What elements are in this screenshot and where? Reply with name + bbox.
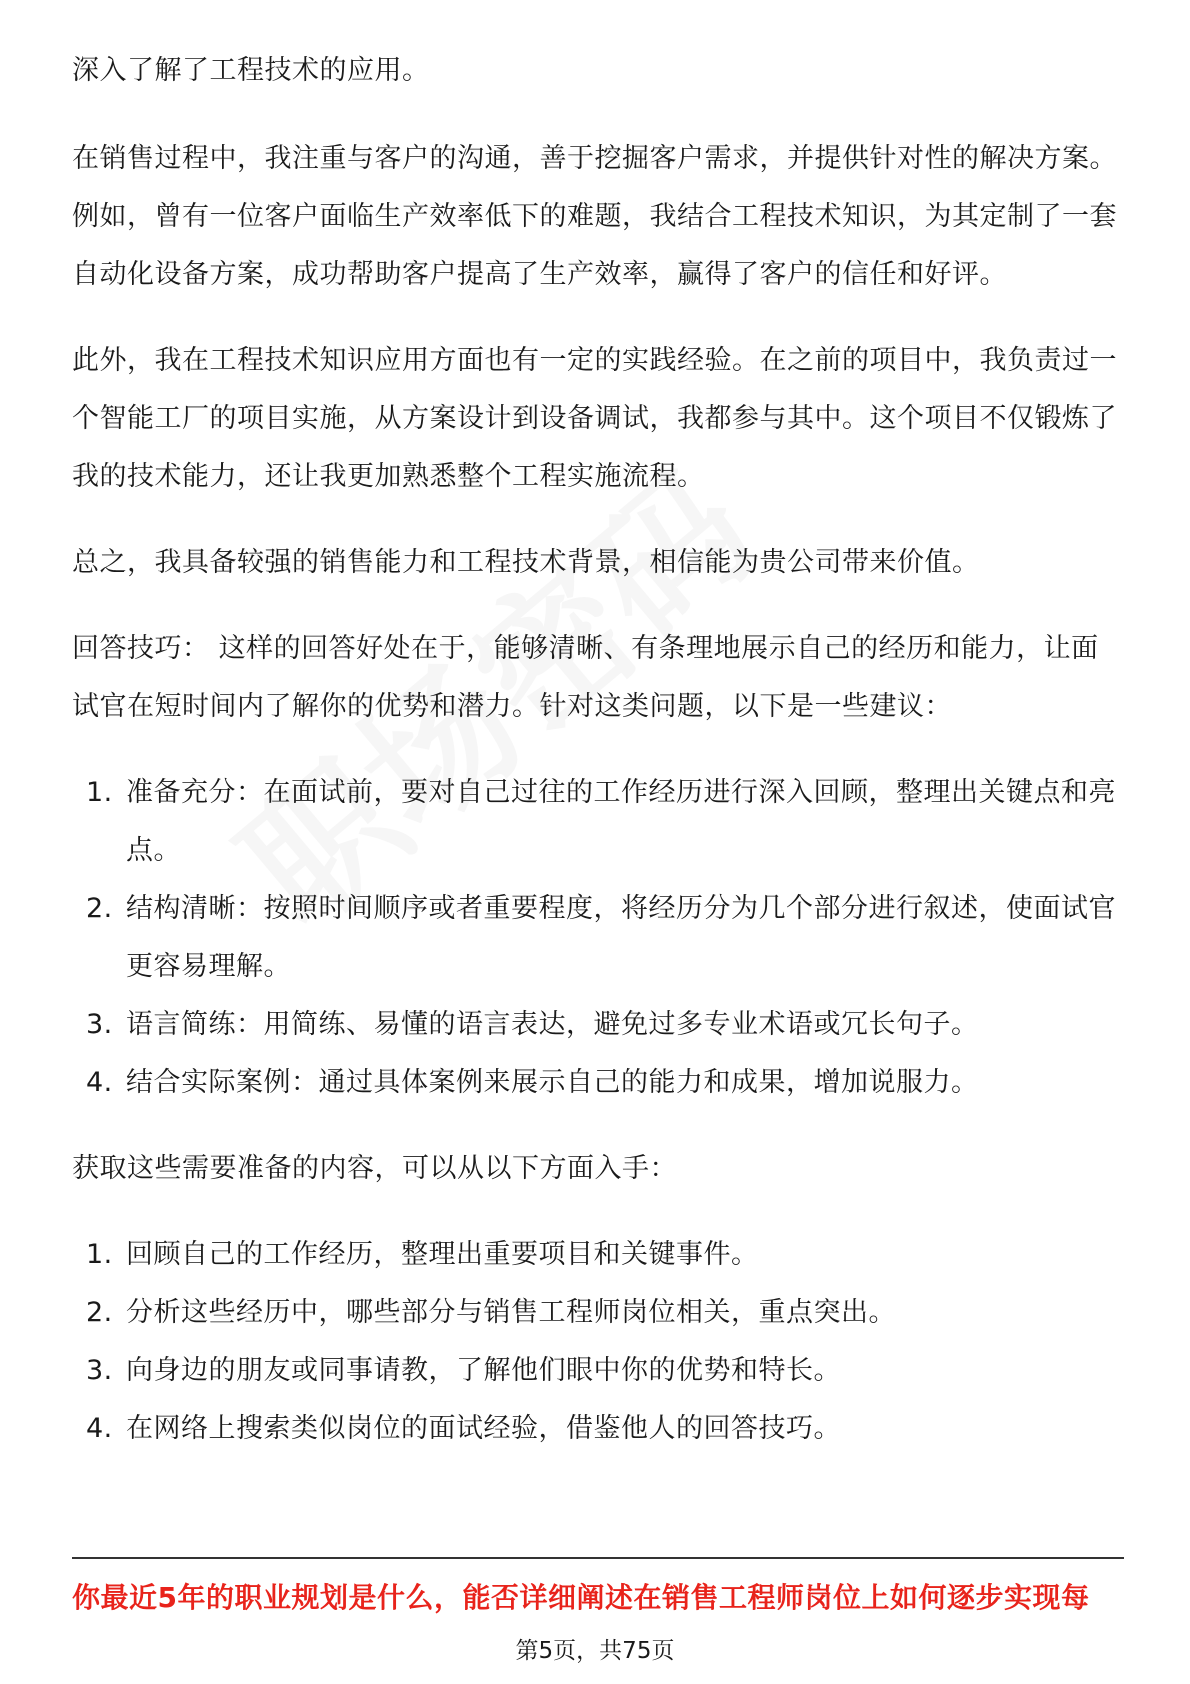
list-item-text: 在网络上搜索类似岗位的面试经验，借鉴他人的回答技巧。 [126, 1413, 841, 1444]
list-item-text: 分析这些经历中，哪些部分与销售工程师岗位相关，重点突出。 [126, 1297, 896, 1328]
paragraph-sales-experience: 在销售过程中，我注重与客户的沟通，善于挖掘客户需求，并提供针对性的解决方案。例如，曾有一位客户面临生产效率低下的难题，我结合工程技术知识，为其定制了一套自动化设备方案，成功帮助客户提高了生产效率，赢得了客户的信任和好评。 [72, 143, 1117, 290]
list-item-number: 3. [86, 1009, 113, 1040]
list-item [72, 1054, 1122, 1112]
paragraph-intro-end: 深入了解了工程技术的应用。 [72, 55, 430, 86]
page-number: 第5页，共75页 [515, 1638, 675, 1664]
footer-divider [72, 1557, 1124, 1559]
list-item [72, 1400, 1122, 1458]
list-item-text: 向身边的朋友或同事请教，了解他们眼中你的优势和特长。 [126, 1355, 841, 1386]
list-item-text: 语言简练：用简练、易懂的语言表达，避免过多专业术语或冗长句子。 [126, 1009, 979, 1040]
page-content [72, 42, 1122, 1486]
list-item-number: 2. [86, 893, 113, 924]
list-item-text: 准备充分：在面试前，要对自己过往的工作经历进行深入回顾，整理出关键点和亮点。 [126, 777, 1116, 866]
list-item-text: 结构清晰：按照时间顺序或者重要程度，将经历分为几个部分进行叙述，使面试官更容易理解。 [126, 893, 1116, 982]
list-item-number: 1. [86, 777, 113, 808]
paragraph-preparation: 获取这些需要准备的内容，可以从以下方面入手： [72, 1153, 677, 1184]
list-item-text: 回顾自己的工作经历，整理出重要项目和关键事件。 [126, 1239, 759, 1270]
preparation-list [72, 1226, 1122, 1458]
list-item-number: 4. [86, 1413, 113, 1444]
paragraph-answer-tips: 回答技巧： 这样的回答好处在于，能够清晰、有条理地展示自己的经历和能力，让面试官在短时间内了解你的优势和潜力。针对这类问题，以下是一些建议： [72, 633, 1099, 722]
list-item [72, 1342, 1122, 1400]
paragraph-project-experience: 此外，我在工程技术知识应用方面也有一定的实践经验。在之前的项目中，我负责过一个智能工厂的项目实施，从方案设计到设备调试，我都参与其中。这个项目不仅锻炼了我的技术能力，还让我更加熟悉整个工程实施流程。 [72, 345, 1117, 492]
next-question-title: 你最近5年的职业规划是什么，能否详细阐述在销售工程师岗位上如何逐步实现每 [72, 1581, 1090, 1614]
list-item-text: 结合实际案例：通过具体案例来展示自己的能力和成果，增加说服力。 [126, 1067, 979, 1098]
list-item-number: 1. [86, 1239, 113, 1270]
list-item [72, 880, 1122, 996]
list-item [72, 1226, 1122, 1284]
tips-list [72, 764, 1122, 1112]
list-item [72, 996, 1122, 1054]
list-item-number: 2. [86, 1297, 113, 1328]
list-item [72, 764, 1122, 880]
list-item-number: 4. [86, 1067, 113, 1098]
paragraph-summary: 总之，我具备较强的销售能力和工程技术背景，相信能为贵公司带来价值。 [72, 547, 980, 578]
list-item-number: 3. [86, 1355, 113, 1386]
list-item [72, 1284, 1122, 1342]
